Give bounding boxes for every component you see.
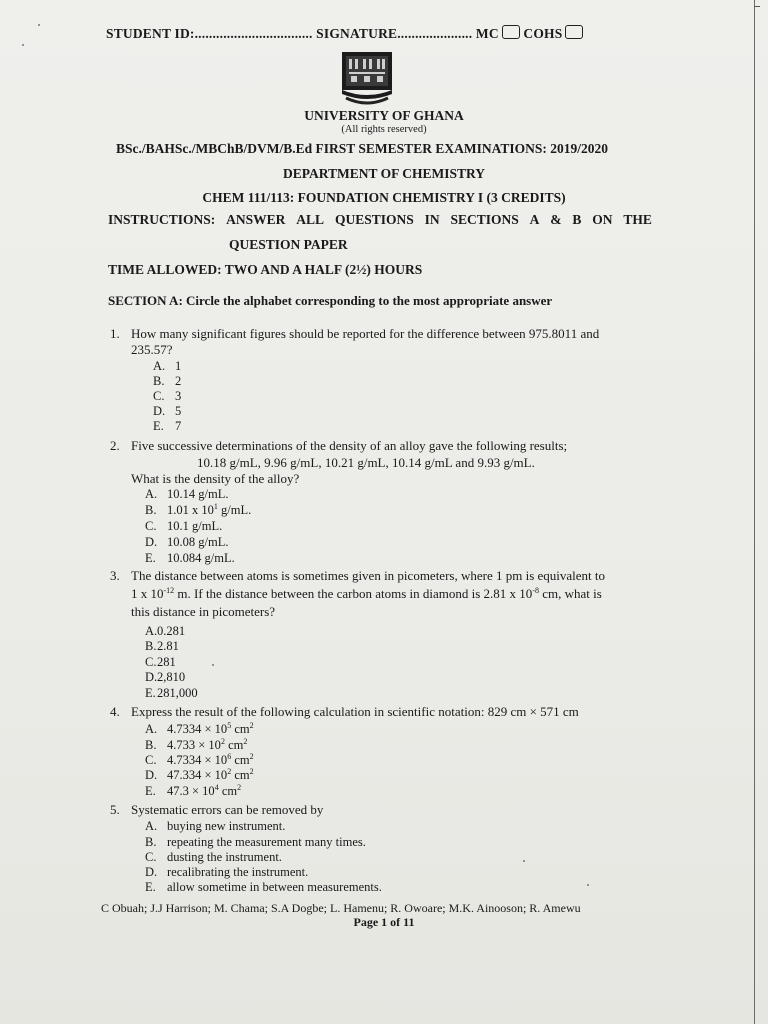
option-e[interactable]: E. $47.3 \times 10^4$ $cm^2$: [145, 783, 242, 798]
question-number: 5.: [110, 802, 120, 817]
instruction-word: SECTIONS: [450, 212, 519, 227]
section-a-heading: SECTION A: Circle the alphabet corresponding to the most appropriate answer: [108, 293, 553, 308]
option-b[interactable]: B.2.81: [145, 639, 179, 653]
cohs-label: COHS: [523, 26, 563, 41]
university-crest-icon: [338, 50, 396, 108]
option-c[interactable]: C. $4.7334 \times 10^6$ $cm^2$: [145, 752, 254, 767]
option-c[interactable]: C.281: [145, 655, 176, 669]
mc-label: MC: [475, 26, 499, 41]
question-number: 1.: [110, 326, 120, 341]
question-data: 10.18 g/mL, 9.96 g/mL, 10.21 g/mL, 10.14 g/mL and 9.93 g/mL.: [197, 455, 535, 470]
option-d[interactable]: D. 10.08 g/mL.: [145, 535, 229, 549]
instructions-line-2: QUESTION PAPER: [229, 237, 348, 252]
question-text: The distance between atoms is sometimes given in picometers, where 1 pm is equivalent to: [131, 568, 606, 583]
option-e[interactable]: E. 7: [153, 419, 182, 433]
option-b[interactable]: B. 1.01 x $10^1$ g/mL.: [145, 502, 252, 517]
instruction-word: ANSWER: [226, 212, 286, 227]
instruction-word: INSTRUCTIONS:: [108, 212, 216, 227]
cohs-checkbox[interactable]: [565, 25, 583, 39]
question-number: 4.: [110, 704, 120, 719]
instruction-word: ALL: [296, 212, 325, 227]
scan-speck: [38, 24, 40, 26]
option-a[interactable]: A. buying new instrument.: [145, 819, 286, 833]
question-text: Five successive determinations of the density of an alloy gave the following results;: [131, 438, 568, 453]
option-d[interactable]: D. 5: [153, 404, 182, 418]
question-text: Systematic errors can be removed by: [131, 802, 324, 817]
question-text: Express the result of the following calculation in scientific notation: 829 cm × 571 cm: [131, 704, 579, 719]
department-name: DEPARTMENT OF CHEMISTRY: [282, 166, 486, 181]
footer-authors: C Obuah; J.J Harrison; M. Chama; S.A Dogbe; L. Hamenu; R. Owoare; M.K. Ainooson; R. Amewu: [101, 901, 581, 915]
instruction-word: &: [550, 212, 562, 227]
option-c[interactable]: C. dusting the instrument.: [145, 850, 282, 864]
question-text: What is the density of the alloy?: [131, 471, 300, 486]
signature-field[interactable]: SIGNATURE.....................: [316, 26, 473, 41]
scan-speck: [22, 44, 24, 46]
scan-speck: [587, 884, 589, 886]
instruction-word: ON: [592, 212, 613, 227]
option-e[interactable]: E. 10.084 g/mL.: [145, 551, 235, 565]
exam-title: BSc./BAHSc./MBChB/DVM/B.Ed FIRST SEMESTER EXAMINATIONS: 2019/2020: [116, 141, 608, 156]
option-d[interactable]: D. recalibrating the instrument.: [145, 865, 309, 879]
question-text: 1 x $10^{-12}$ m. If the distance between the carbon atoms in diamond is 2.81 x $10^{-8}$ cm, what is: [131, 586, 602, 601]
scan-speck: [212, 664, 214, 666]
instruction-word: A: [529, 212, 540, 227]
option-b[interactable]: B. 2: [153, 374, 182, 388]
option-a[interactable]: A.0.281: [145, 624, 186, 638]
instruction-word: B: [572, 212, 582, 227]
course-title: CHEM 111/113: FOUNDATION CHEMISTRY I (3 CREDITS): [202, 190, 566, 205]
question-text: How many significant figures should be reported for the difference between 975.8011 and: [131, 326, 600, 341]
question-text: 235.57?: [131, 342, 173, 357]
rights-notice: (All rights reserved): [341, 124, 427, 135]
time-allowed: TIME ALLOWED: TWO AND A HALF (2½) HOURS: [108, 262, 423, 277]
page-number: Page 1 of 11: [353, 915, 415, 929]
option-a[interactable]: A. 1: [153, 359, 182, 373]
option-a[interactable]: A. 10.14 g/mL.: [145, 487, 229, 501]
option-a[interactable]: A. $4.7334 \times 10^5$ $cm^2$: [145, 721, 254, 736]
mc-checkbox[interactable]: [502, 25, 520, 39]
instruction-word: IN: [424, 212, 440, 227]
student-info-line: [106, 25, 686, 42]
student-id-field[interactable]: STUDENT ID:.................................: [106, 26, 313, 41]
option-e[interactable]: E.281,000: [145, 686, 198, 700]
option-b[interactable]: B. repeating the measurement many times.: [145, 835, 366, 849]
option-d[interactable]: D.2,810: [145, 670, 186, 684]
instruction-word: THE: [623, 212, 652, 227]
question-number: 2.: [110, 438, 120, 453]
instruction-word: QUESTIONS: [334, 212, 414, 227]
question-text: this distance in picometers?: [131, 604, 276, 619]
option-b[interactable]: B. $4.733 \times 10^2$ $cm^2$: [145, 737, 248, 752]
scan-edge-line: [754, 0, 755, 1024]
option-c[interactable]: C. 10.1 g/mL.: [145, 519, 223, 533]
university-name: UNIVERSITY OF GHANA: [304, 108, 464, 123]
instructions-line: [108, 212, 652, 228]
option-e[interactable]: E. allow sometime in between measurements.: [145, 880, 382, 894]
scan-speck: [523, 860, 525, 862]
scan-edge-mark: [754, 6, 760, 7]
option-d[interactable]: D. $47.334 \times 10^2$ $cm^2$: [145, 767, 254, 782]
question-number: 3.: [110, 568, 120, 583]
option-c[interactable]: C. 3: [153, 389, 182, 403]
